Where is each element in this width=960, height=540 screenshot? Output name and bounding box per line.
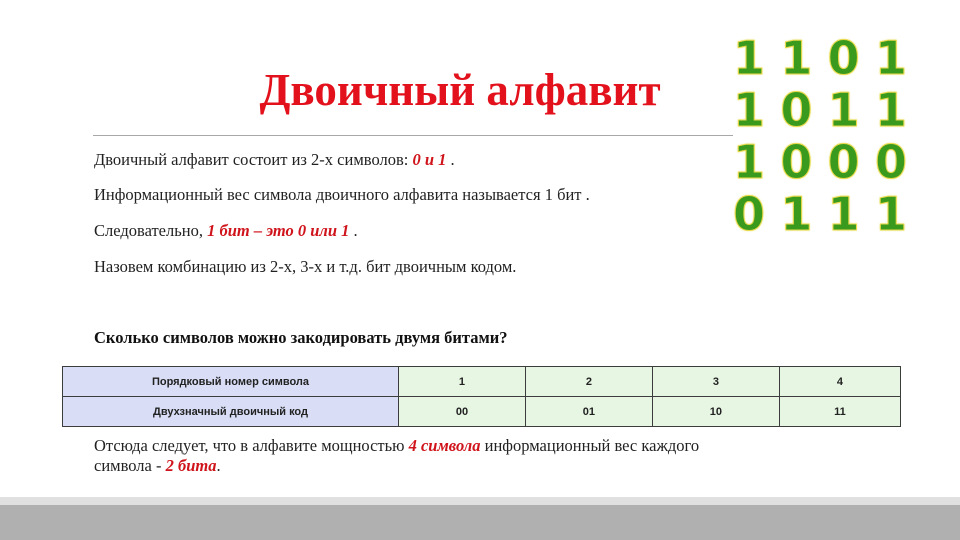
conclusion-part: Отсюда следует, что в алфавите мощностью	[94, 436, 409, 455]
table-cell: 10	[652, 397, 779, 427]
footer-bar	[0, 505, 960, 540]
binary-digit: 1	[827, 187, 860, 241]
binary-digit: 1	[732, 31, 765, 85]
table-row	[63, 367, 901, 397]
table-header-cell: Двухзначный двоичный код	[63, 397, 399, 427]
binary-row	[730, 84, 910, 136]
slide-title: Двоичный алфавит	[259, 65, 661, 115]
table-cell: 11	[779, 397, 900, 427]
binary-digit: 1	[874, 31, 907, 85]
binary-digit: 1	[827, 83, 860, 137]
binary-code-text: Назовем комбинацию из 2-х, 3-х и т.д. бит двоичным кодом.	[94, 257, 517, 276]
binary-digit: 1	[780, 31, 813, 85]
binary-row	[730, 32, 910, 84]
binary-digit: 1	[732, 135, 765, 189]
question-text: Сколько символов можно закодировать двумя битами?	[94, 328, 508, 347]
table-cell: 4	[779, 367, 900, 397]
binary-digit: 1	[732, 83, 765, 137]
symbols-highlight: 0 и 1	[412, 150, 447, 169]
definition-text: Двоичный алфавит состоит из 2-х символов:	[94, 150, 413, 169]
binary-digit: 1	[874, 187, 907, 241]
conclusion-part: .	[216, 456, 221, 475]
binary-digit: 0	[780, 83, 813, 137]
information-weight-text: Информационный вес символа двоичного алфавита называется 1 бит .	[94, 185, 590, 204]
bit-statement	[94, 221, 914, 241]
code-table	[62, 366, 901, 427]
table-cell: 2	[525, 367, 652, 397]
table-cell: 1	[399, 367, 526, 397]
bit-statement-end: .	[349, 221, 358, 240]
table-cell: 01	[525, 397, 652, 427]
binary-digit: 1	[780, 187, 813, 241]
conclusion-part: информационный вес каждого	[480, 436, 700, 455]
footer-stripe	[0, 497, 960, 505]
binary-digit: 0	[732, 187, 765, 241]
table-row	[63, 397, 901, 427]
bit-statement-text: Следовательно,	[94, 221, 208, 240]
binary-digit: 0	[827, 31, 860, 85]
binary-digit: 0	[874, 135, 907, 189]
bits-count-highlight: 2 бита	[165, 456, 217, 475]
conclusion-text	[94, 436, 914, 476]
binary-digit: 1	[874, 83, 907, 137]
symbols-count-highlight: 4 символа	[408, 436, 481, 455]
bit-highlight: 1 бит – это 0 или 1	[207, 221, 350, 240]
definition-end: .	[446, 150, 455, 169]
alphabet-definition	[94, 150, 914, 170]
table-cell: 3	[652, 367, 779, 397]
table-cell: 00	[399, 397, 526, 427]
conclusion-part: символа -	[94, 456, 166, 475]
table-header-cell: Порядковый номер символа	[63, 367, 399, 397]
binary-digit: 0	[780, 135, 813, 189]
title-divider	[93, 135, 733, 136]
binary-digit: 0	[827, 135, 860, 189]
